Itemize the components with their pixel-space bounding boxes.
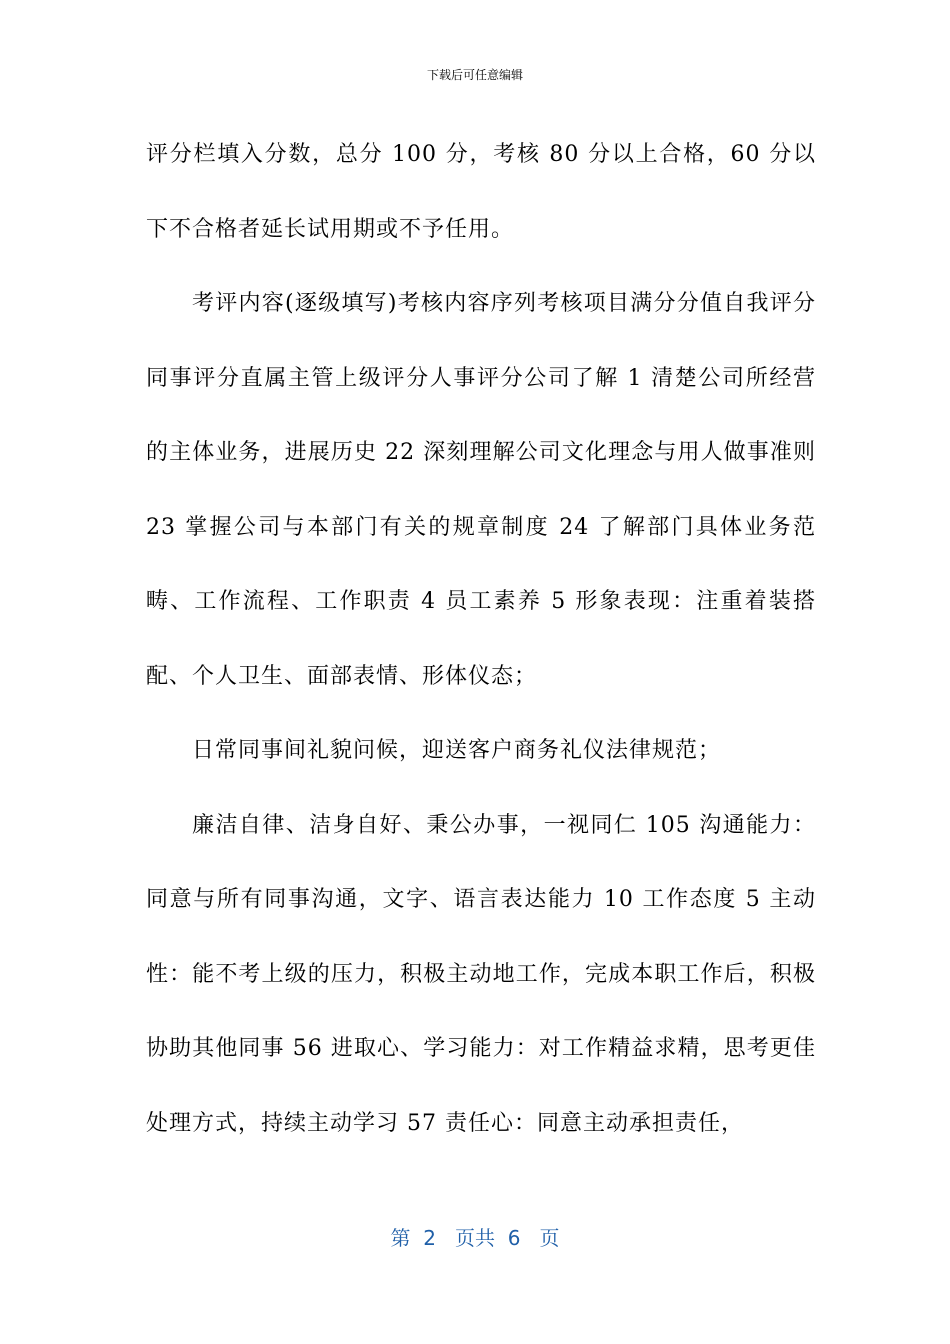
paragraph-1: 评分栏填入分数，总分 100 分，考核 80 分以上合格，60 分以下不合格者延长试用期或不予任用。 (146, 142, 816, 242)
paragraph-2: 考评内容(逐级填写)考核内容序列考核项目满分分值自我评分同事评分直属主管上级评分人事评分公司了解 1 清楚公司所经营的主体业务，进展历史 22 深刻理解公司文化理念与用人做事准则 23 掌握公司与本部门有关的规章制度 24 了解部门具体业务范畴、工作流程、工作职责 4 员工素养 5 形象表现：注重着装搭配、个人卫生、面部表情、形体仪态； (146, 291, 816, 689)
page-header: 下载后可任意编辑 (426, 68, 523, 82)
paragraph-4: 廉洁自律、洁身自好、秉公办事，一视同仁 105 沟通能力：同意与所有同事沟通，文字、语言表达能力 10 工作态度 5 主动性：能不考上级的压力，积极主动地工作，完成本职工作后，积极协助其他同事 56 进取心、学习能力：对工作精益求精，思考更佳处理方式，持续主动学习 57 责任心：同意主动承担责任， (146, 812, 816, 1136)
paragraph-3: 日常同事间礼貌问候，迎送客户商务礼仪法律规范； (192, 738, 722, 763)
page-number-footer: 第 2 页共 6 页 (390, 1226, 560, 1250)
document-body (146, 118, 816, 1161)
